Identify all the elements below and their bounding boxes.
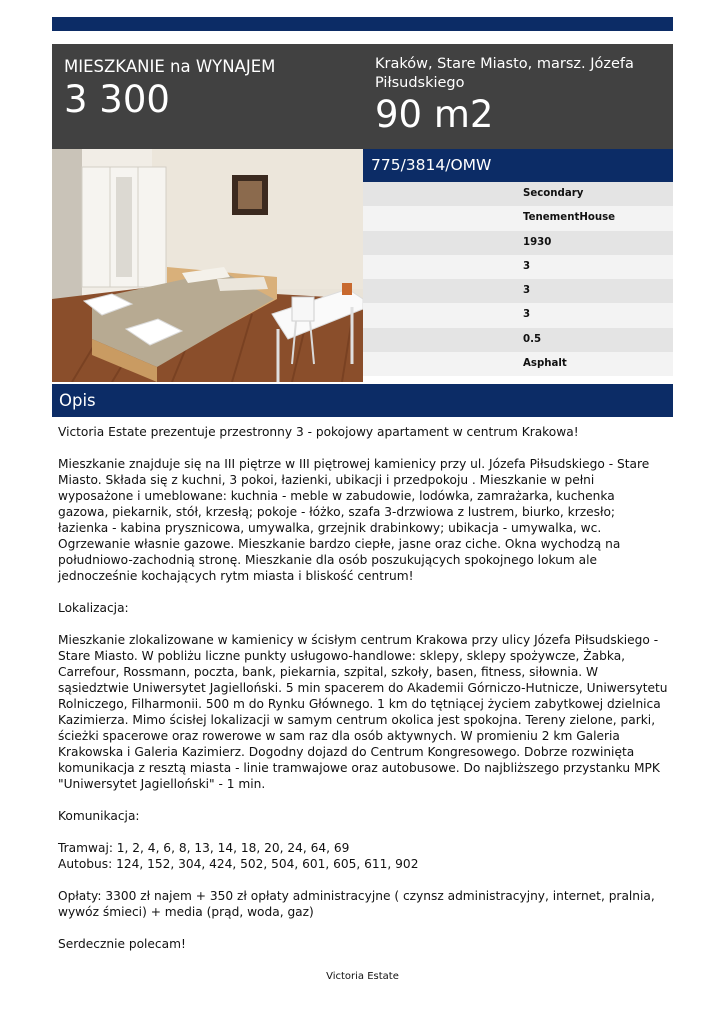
header-right xyxy=(375,55,665,136)
param-rooms: 3 xyxy=(363,255,673,279)
listing-header xyxy=(52,44,673,149)
header-left xyxy=(64,56,354,121)
description-heading: Opis xyxy=(52,384,673,417)
apartment-photo xyxy=(52,149,363,382)
param-building-type: TenementHouse xyxy=(363,206,673,230)
parameters-table xyxy=(363,182,673,376)
description-text: Victoria Estate prezentuje przestronny 3 - pokojowy apartament w centrum Krakowa! Mieszkanie znajduje się na III piętrze w III piętrowej kamienicy przy ul. Józefa Piłsudskiego - Stare Miasto. Składa się z kuchni, 3 pokoi, łazienki, ubikacji i przedpokoju . Mieszkanie w pełni wyposażone i umeblowane: kuchnia - meble w zabudowie, lodówka, zamrażarka, kuchenka gazowa, piekarnik, stół, krzesłą; pokoje - łóżko, szafa 3-drzwiowa z lustrem, biurko, krzesło; łazienka - kabina prysznicowa, umywalka, grzejnik drabinkowy; ubikacja - umywalka, wc. Ogrzewanie własnie gazowe. Mieszkanie bardzo ciepłe, jasne oraz ciche. Okna wychodzą na południowo-zachodnią stronę. Mieszkanie dla osób poszukujących spokojnego lokum ale jednocześnie kochających rytm miasta i bliskość centrum! Lokalizacja: Mieszkanie zlokalizowane w kamienicy w ścisłym centrum Krakowa przy ulicy Józefa Piłsudskiego - Stare Miasto. W pobliżu liczne punkty usługowo-handlowe: sklepy, sklepy spożywcze, Żabka, Carrefour, Rossmann, poczta, bank, piekarnia, szpital, szkoły, basen, fitness, siłownia. W sąsiedztwie Uniwersytet Jagielloński. 5 min spacerem do Akademii Górniczo-Hutnicze, Uniwersytetu Rolniczego, Filharmonii. 500 m do Rynku Głównego. 1 km do tętniącej życiem zabytkowej dzielnica Kazimierza. Mimo ścisłej lokalizacji w samym centrum okolica jest spokojna. Tereny zielone, parki, ścieżki spacerowe oraz rowerowe w sam raz dla osób aktywnych. W promieniu 2 km Galeria Krakowska i Galeria Kazimierz. Dogodny dojazd do Centrum Kongresowego. Dobrze rozwinięta komunikacja z resztą miasta - linie tramwajowe oraz autobusowe. Do najbliższego przystanku MPK "Uniwersytet Jagielloński" - 1 min. Komunikacja: Tramwaj: 1, 2, 4, 6, 8, 13, 14, 18, 20, 24, 64, 69 Autobus: 124, 152, 304, 424, 502, 504, 601, 605, 611, 902 Opłaty: 3300 zł najem + 350 zł opłaty administracyjne ( czynsz administracyjny, internet, pralnia, wywóz śmieci) + media (prąd, woda, gaz) Serdecznie polecam! xyxy=(58,425,668,951)
param-floors-total: 3 xyxy=(363,303,673,327)
param-floor: 3 xyxy=(363,279,673,303)
footer-company: Victoria Estate xyxy=(326,971,399,982)
listing-type: MIESZKANIE na WYNAJEM xyxy=(64,57,276,76)
top-accent-bar xyxy=(52,17,673,31)
param-access-road: Asphalt xyxy=(363,352,673,376)
param-distance: 0.5 xyxy=(363,328,673,352)
listing-area: 90 m2 xyxy=(375,93,494,136)
listing-address: Kraków, Stare Miasto, marsz. Józefa Piłsudskiego xyxy=(375,56,634,91)
description-body xyxy=(58,424,668,952)
listing-price: 3 300 xyxy=(64,78,170,121)
reference-number: 775/3814/OMW xyxy=(363,149,673,182)
param-market: Secondary xyxy=(363,182,673,206)
param-build-year: 1930 xyxy=(363,231,673,255)
